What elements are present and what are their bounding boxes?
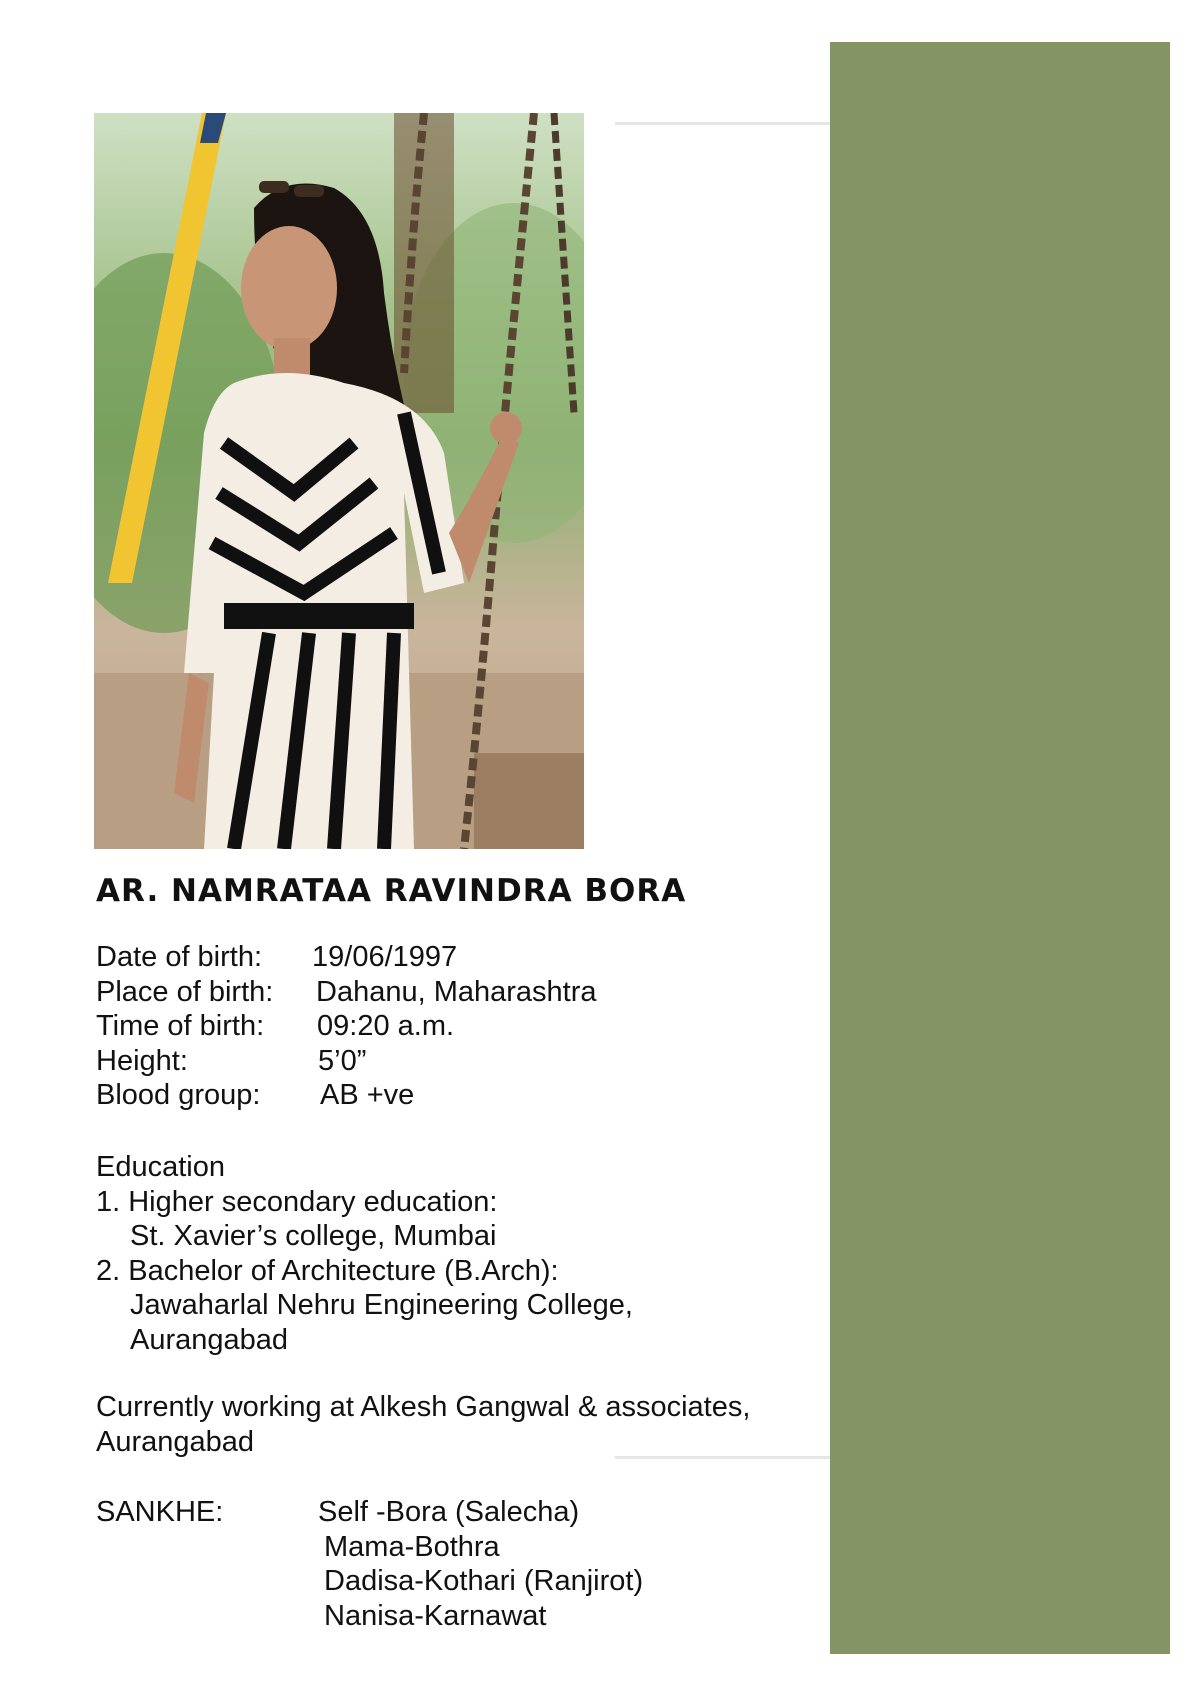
detail-value: 19/06/1997 <box>312 941 458 973</box>
full-name: AR. NAMRATAA RAVINDRA BORA <box>96 873 687 909</box>
education-item-line: Aurangabad <box>130 1323 289 1356</box>
detail-row-place <box>96 975 597 1010</box>
detail-row-height <box>96 1044 597 1079</box>
sankhe-label: SANKHE: <box>96 1496 224 1528</box>
education-item-line: 2. Bachelor of Architecture (B.Arch): <box>96 1254 559 1287</box>
detail-value: Dahanu, Maharashtra <box>316 975 597 1008</box>
education-section <box>96 1150 633 1357</box>
detail-value: 09:20 a.m. <box>317 1010 455 1042</box>
detail-value: 5’0” <box>318 1044 367 1077</box>
profile-photo <box>94 113 584 849</box>
green-side-panel <box>830 42 1170 1654</box>
sankhe-item: Nanisa-Karnawat <box>324 1599 547 1632</box>
education-item-line: St. Xavier’s college, Mumbai <box>130 1220 497 1252</box>
top-divider <box>615 122 830 125</box>
detail-row-dob <box>96 940 597 975</box>
detail-label: Blood group: <box>96 1079 261 1111</box>
detail-row-blood <box>96 1078 597 1113</box>
education-item-line: 1. Higher secondary education: <box>96 1185 498 1218</box>
sankhe-list <box>318 1495 643 1633</box>
sankhe-item: Mama-Bothra <box>324 1530 500 1563</box>
work-line: Aurangabad <box>96 1425 255 1458</box>
work-line: Currently working at Alkesh Gangwal & associates, <box>96 1391 751 1423</box>
detail-value: AB +ve <box>320 1079 415 1111</box>
detail-row-time <box>96 1009 597 1044</box>
detail-label: Time of birth: <box>96 1010 265 1042</box>
personal-details <box>96 940 597 1113</box>
work-section <box>96 1390 750 1459</box>
sankhe-item: Self -Bora (Salecha) <box>318 1496 580 1528</box>
education-heading: Education <box>96 1151 225 1183</box>
sankhe-item: Dadisa-Kothari (Ranjirot) <box>324 1565 644 1597</box>
detail-label: Date of birth: <box>96 941 263 973</box>
education-item-line: Jawaharlal Nehru Engineering College, <box>130 1289 633 1321</box>
detail-label: Height: <box>96 1044 188 1077</box>
detail-label: Place of birth: <box>96 975 274 1008</box>
